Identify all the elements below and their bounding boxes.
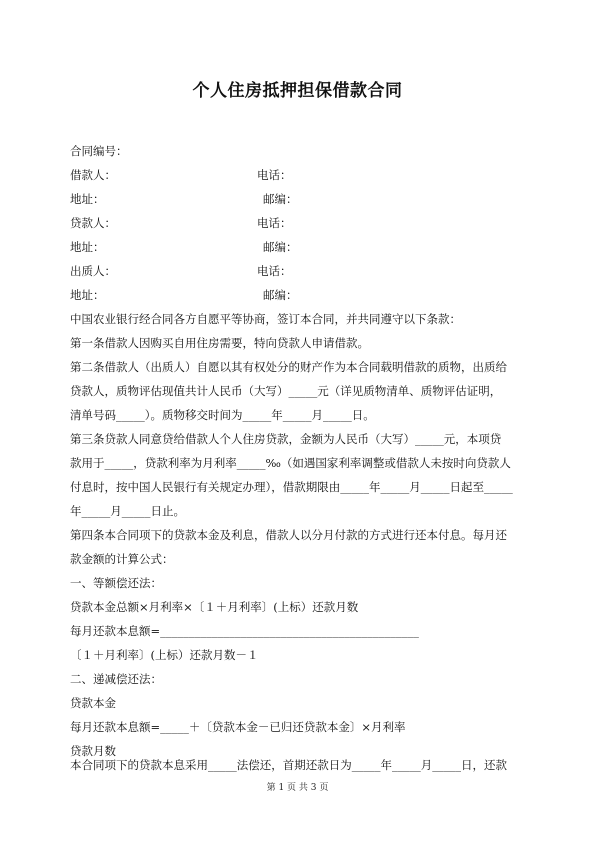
lender-postcode-label: 邮编： (263, 240, 298, 254)
lender-address-label: 地址： (70, 240, 105, 254)
body-line: 付息时，按中国人民银行有关规定办理），借款期限由_____年_____月_____日起至_____ (70, 480, 513, 494)
borrower-address-label: 地址： (70, 192, 105, 206)
formula-line: 〔１＋月利率〕(上标）还款月数－１ (70, 648, 259, 662)
formula-line: 贷款本金 (70, 696, 116, 710)
pledgor-postcode-label: 邮编： (263, 288, 298, 302)
body-line: 第三条贷款人同意贷给借款人个人住房贷款，金额为人民币（大写）_____元，本项贷 (70, 432, 502, 446)
section-heading: 一、等额偿还法： (70, 576, 162, 590)
document-title: 个人住房抵押担保借款合同 (192, 81, 403, 101)
contract-number-label: 合同编号： (70, 144, 128, 158)
body-line: 中国农业银行经合同各方自愿平等协商，签订本合同，并共同遵守以下条款： (70, 312, 461, 326)
body-line: 贷款人，质物评估现值共计人民币（大写）_____元（详见质物清单、质物评估证明， (70, 384, 502, 398)
formula-line: 每月还款本息额=_____________________________________________ (70, 624, 419, 638)
lender-label: 贷款人： (70, 216, 116, 230)
pledgor-phone-label: 电话： (257, 264, 292, 278)
body-line: 第二条借款人（出质人）自愿以其有权处分的财产作为本合同载明借款的质物，出质给 (70, 360, 507, 374)
borrower-phone-label: 电话： (257, 168, 292, 182)
formula-line: 贷款月数 (70, 744, 116, 758)
borrower-postcode-label: 邮编： (263, 192, 298, 206)
body-line: 本合同项下的贷款本息采用_____法偿还，首期还款日为_____年_____月_____日，还款 (70, 758, 507, 772)
body-line: 年_____月_____日止。 (70, 504, 185, 518)
body-line: 款用于_____，贷款利率为月利率_____‰（如遇国家利率调整或借款人未按时向贷款人 (70, 456, 511, 470)
page-footer: 第 1 页 共 3 页 (266, 783, 329, 793)
body-line: 款金额的计算公式： (70, 552, 174, 566)
formula-line: 每月还款本息额=_____＋〔贷款本金－已归还贷款本金〕×月利率 (70, 720, 406, 734)
pledgor-address-label: 地址： (70, 288, 105, 302)
formula-line: 贷款本金总额×月利率×〔１＋月利率〕(上标）还款月数 (70, 600, 359, 614)
body-line: 第四条本合同项下的贷款本金及利息，借款人以分月付款的方式进行还本付息。每月还 (70, 528, 507, 542)
section-heading: 二、递减偿还法： (70, 672, 162, 686)
body-line: 第一条借款人因购买自用住房需要，特向贷款人申请借款。 (70, 336, 369, 350)
lender-phone-label: 电话： (257, 216, 292, 230)
borrower-label: 借款人： (70, 168, 116, 182)
body-line: 清单号码_____）。质物移交时间为_____年_____月_____日。 (70, 408, 375, 422)
pledgor-label: 出质人： (70, 264, 116, 278)
